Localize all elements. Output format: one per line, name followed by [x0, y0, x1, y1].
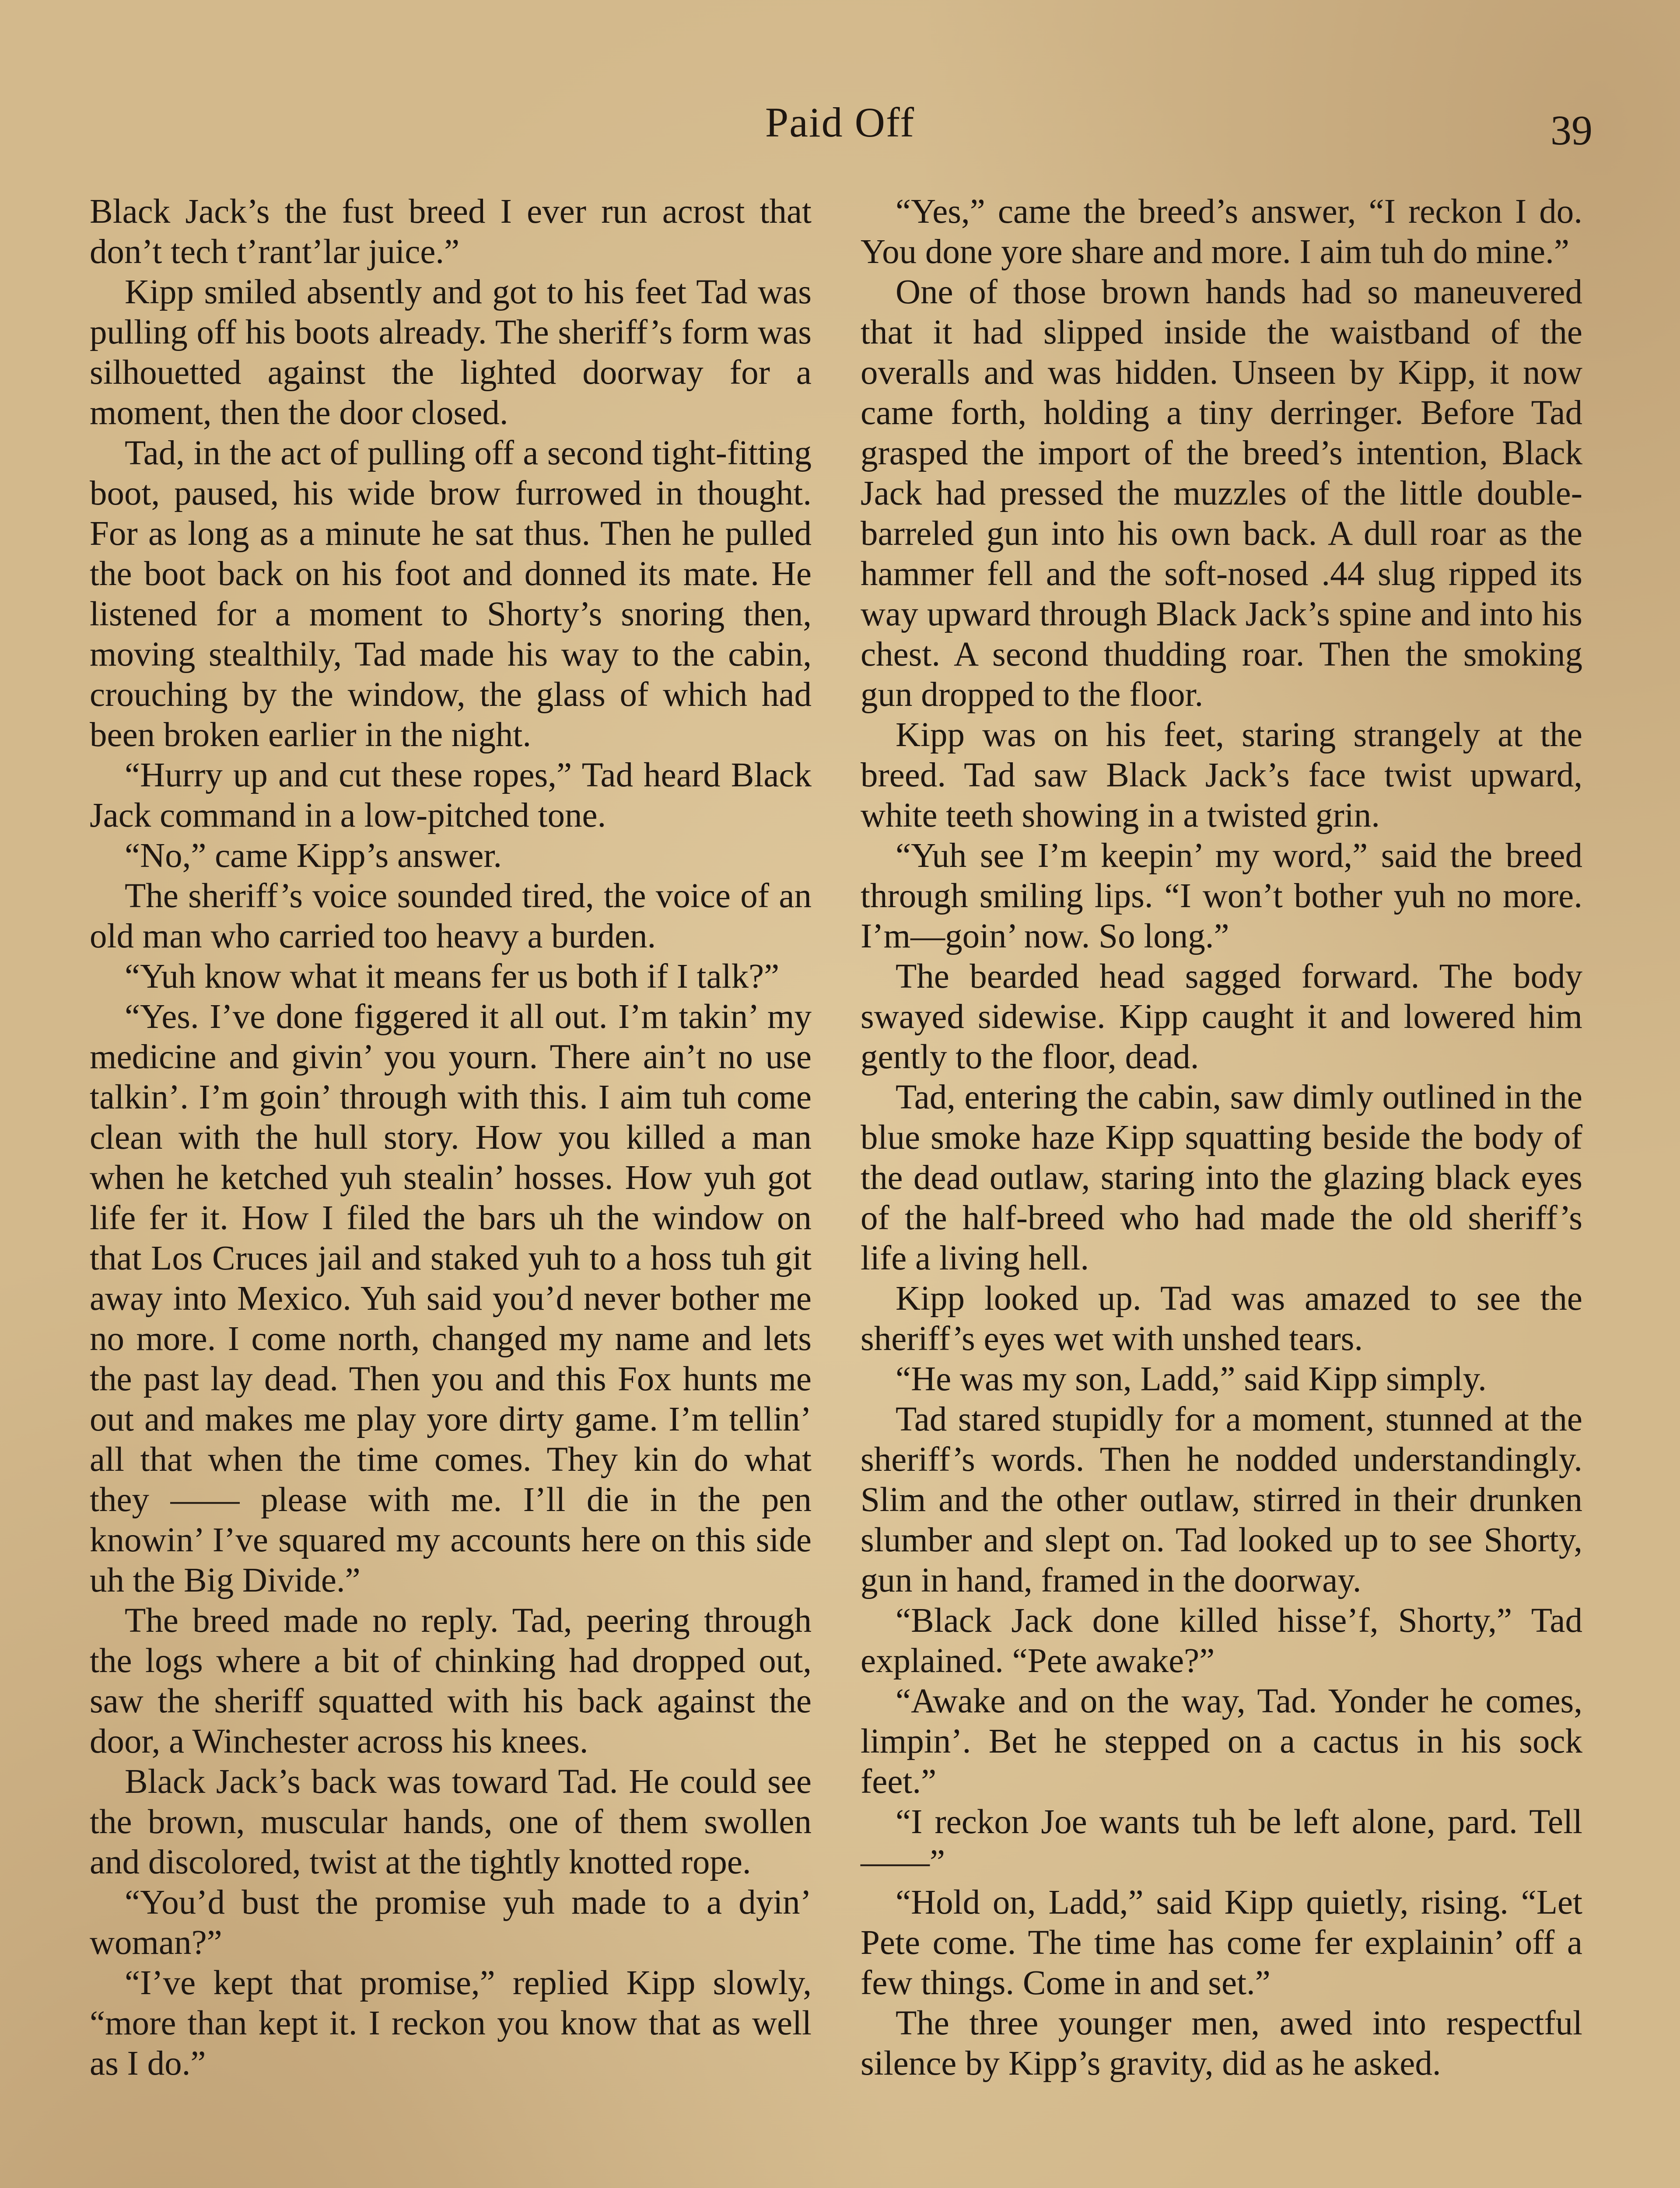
paragraph: Black Jack’s back was toward Tad. He could see the brown, muscular hands, one of them swollen and discolored, twist at the tightly knotted rope. — [90, 1763, 812, 1881]
paragraph: Tad, entering the cabin, saw dimly outlined in the blue smoke haze Kipp squatting beside the body of the dead outlaw, staring into the glazing black eyes of the half-breed who had made the old sheriff’s life a living hell. — [861, 1078, 1582, 1277]
paragraph: Kipp smiled absently and got to his feet Tad was pulling off his boots already. The sheriff’s form was silhouetted against the lighted doorway for a moment, then the door closed. — [90, 273, 812, 432]
paragraph: “I reckon Joe wants tuh be left alone, pard. Tell——” — [861, 1803, 1582, 1881]
paragraph: Tad stared stupidly for a moment, stunned at the sheriff’s words. Then he nodded understandingly. Slim and the other outlaw, stirred in their drunken slumber and slept on. Tad looked up to see Shorty, gun in hand, framed in the doorway. — [861, 1400, 1582, 1599]
right-column — [861, 192, 1582, 2084]
paragraph: “Hold on, Ladd,” said Kipp quietly, rising. “Let Pete come. The time has come fer explainin’ off a few things. Come in and set.” — [861, 1883, 1582, 2002]
paragraph: “Hurry up and cut these ropes,” Tad heard Black Jack command in a low-pitched tone. — [90, 756, 812, 835]
paragraph: “Yes,” came the breed’s answer, “I reckon I do. You done yore share and more. I aim tuh do mine.” — [861, 193, 1582, 271]
paragraph: “Yes. I’ve done figgered it all out. I’m takin’ my medicine and givin’ you yourn. There ain’t no use talkin’. I’m goin’ through with this. I aim tuh come clean with the hull story. How you killed a man when he ketched yuh stealin’ hosses. How yuh got life fer it. How I filed the bars uh the window on that Los Cruces jail and staked yuh to a hoss tuh git away into Mexico. Yuh said you’d never bother me no more. I come north, changed my name and lets the past lay dead. Then you and this Fox hunts me out and makes me play yore dirty game. I’m tellin’ all that when the time comes. They kin do what they —— please with me. I’ll die in the pen knowin’ I’ve squared my accounts here on this side uh the Big Divide.” — [90, 998, 812, 1599]
running-title: Paid Off — [765, 99, 915, 146]
page-header — [0, 94, 1680, 154]
paragraph: “You’d bust the promise yuh made to a dyin’ woman?” — [90, 1883, 812, 1962]
paragraph: Kipp looked up. Tad was amazed to see the sheriff’s eyes wet with unshed tears. — [861, 1280, 1582, 1358]
page-number: 39 — [1550, 107, 1592, 154]
paragraph: The bearded head sagged forward. The body swayed sidewise. Kipp caught it and lowered him gently to the floor, dead. — [861, 957, 1582, 1076]
paragraph: “Awake and on the way, Tad. Yonder he comes, limpin’. Bet he stepped on a cactus in his sock feet.” — [861, 1682, 1582, 1801]
paragraph: “I’ve kept that promise,” replied Kipp slowly, “more than kept it. I reckon you know that as well as I do.” — [90, 1964, 812, 2083]
paragraph: Kipp was on his feet, staring strangely at the breed. Tad saw Black Jack’s face twist upward, white teeth showing in a twisted grin. — [861, 716, 1582, 835]
paragraph: “He was my son, Ladd,” said Kipp simply. — [896, 1360, 1487, 1398]
paragraph: Tad, in the act of pulling off a second tight-fitting boot, paused, his wide brow furrowed in thought. For as long as a minute he sat thus. Then he pulled the boot back on his foot and donned its mate. He listened for a moment to Shorty’s snoring then, moving stealthily, Tad made his way to the cabin, crouching by the window, the glass of which had been broken earlier in the night. — [90, 434, 812, 754]
left-column — [90, 192, 812, 2084]
paragraph: The three younger men, awed into respectful silence by Kipp’s gravity, did as he asked. — [861, 2004, 1582, 2083]
paragraph: “Yuh know what it means fer us both if I talk?” — [125, 957, 780, 996]
paragraph: “Black Jack done killed hisse’f, Shorty,” Tad explained. “Pete awake?” — [861, 1602, 1582, 1680]
paragraph: The sheriff’s voice sounded tired, the voice of an old man who carried too heavy a burden. — [90, 877, 812, 955]
paragraph: “Yuh see I’m keepin’ my word,” said the breed through smiling lips. “I won’t bother yuh no more. I’m—goin’ now. So long.” — [861, 837, 1582, 955]
paragraph: Black Jack’s the fust breed I ever run acrost that don’t tech t’rant’lar juice.” — [90, 193, 812, 271]
paragraph: One of those brown hands had so maneuvered that it had slipped inside the waistband of the overalls and was hidden. Unseen by Kipp, it now came forth, holding a tiny derringer. Before Tad grasped the import of the breed’s intention, Black Jack had pressed the muzzles of the little double-barreled gun into his own back. A dull roar as the hammer fell and the soft-nosed .44 slug ripped its way upward through Black Jack’s spine and into his chest. A second thudding roar. Then the smoking gun dropped to the floor. — [861, 273, 1582, 714]
paragraph: “No,” came Kipp’s answer. — [125, 837, 502, 875]
paragraph: The breed made no reply. Tad, peering through the logs where a bit of chinking had dropped out, saw the sheriff squatted with his back against the door, a Winchester across his knees. — [90, 1602, 812, 1760]
